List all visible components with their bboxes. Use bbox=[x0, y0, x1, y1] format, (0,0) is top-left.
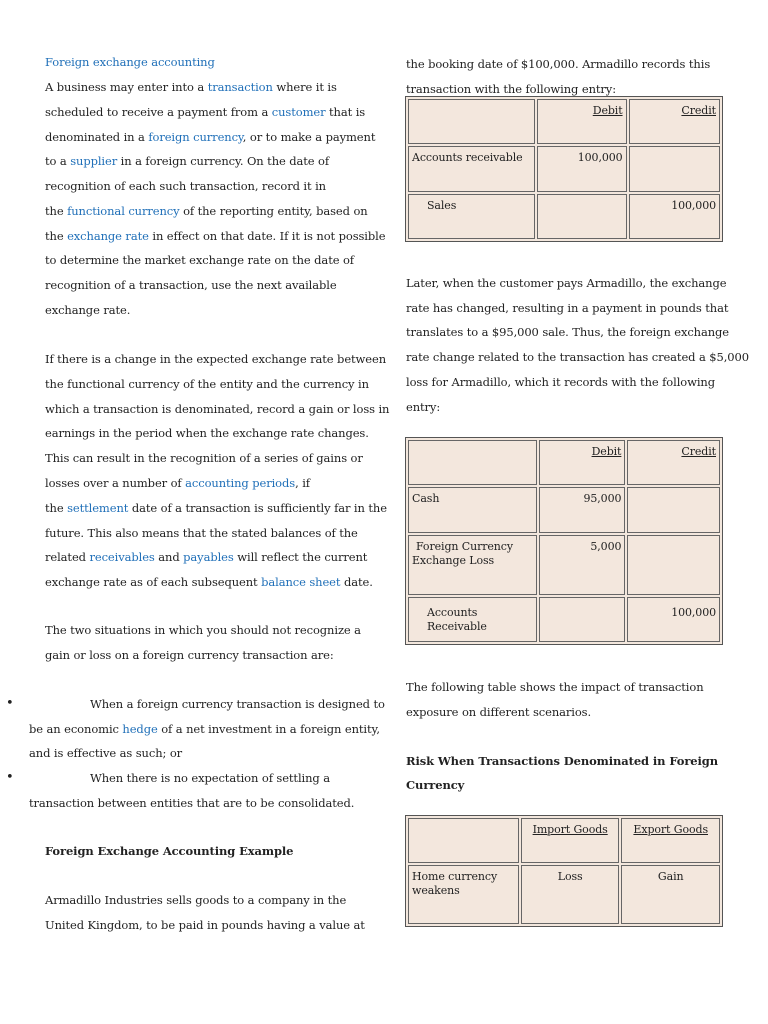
bullet-2-line: When there is no expectation of settling a bbox=[90, 771, 330, 785]
link-payables[interactable]: payables bbox=[183, 550, 234, 564]
link-hedge[interactable]: hedge bbox=[122, 722, 158, 736]
text: date of a transaction is sufficiently far in the bbox=[128, 501, 387, 515]
text: , if bbox=[295, 476, 310, 490]
text-line: recognition of each such transaction, record it in bbox=[45, 179, 326, 193]
text-line: Later, when the customer pays Armadillo, the exchange bbox=[406, 276, 727, 290]
debit-amount: 100,000 bbox=[537, 146, 626, 191]
account-label bbox=[408, 535, 537, 595]
text: exchange rate as of each subsequent bbox=[45, 575, 262, 589]
text-line: future. This also means that the stated balances of the bbox=[45, 526, 358, 540]
table-cell bbox=[537, 194, 626, 239]
text-line: to determine the market exchange rate on the date of bbox=[45, 253, 354, 267]
text-line: rate has changed, resulting in a payment in pounds that bbox=[406, 301, 729, 315]
link-accounting-periods[interactable]: accounting periods bbox=[185, 476, 296, 490]
debit-header: Debit bbox=[539, 440, 626, 485]
text: of a net investment in a foreign entity, bbox=[157, 722, 380, 736]
bullet-icon: • bbox=[6, 696, 14, 711]
credit-amount: 100,000 bbox=[627, 597, 720, 642]
debit-amount: 95,000 bbox=[539, 487, 626, 532]
text-line: Armadillo Industries sells goods to a company in the bbox=[45, 893, 347, 907]
bullet-1-line: and is effective as such; or bbox=[29, 746, 183, 760]
example-heading: Foreign Exchange Accounting Example bbox=[45, 844, 294, 858]
text-line: earnings in the period when the exchange rate changes. bbox=[45, 426, 369, 440]
text-line: loss for Armadillo, which it records with the following bbox=[406, 375, 715, 389]
text: , or to make a payment bbox=[242, 130, 376, 144]
table-cell bbox=[539, 597, 626, 642]
text-line: If there is a change in the expected exchange rate between bbox=[45, 352, 387, 366]
journal-entry-table-2 bbox=[405, 437, 723, 645]
text: denominated in a bbox=[45, 130, 149, 144]
text: in effect on that date. If it is not possible bbox=[148, 229, 386, 243]
table-cell bbox=[627, 535, 720, 595]
text: scheduled to receive a payment from a bbox=[45, 105, 272, 119]
table-cell bbox=[408, 818, 519, 863]
export-impact: Gain bbox=[621, 865, 720, 924]
table-cell bbox=[629, 146, 720, 191]
link-customer[interactable]: customer bbox=[271, 105, 326, 119]
bullet-2-line: transaction between entities that are to be consolidated. bbox=[29, 796, 355, 810]
text: in a foreign currency. On the date of bbox=[117, 154, 330, 168]
link-transaction[interactable]: transaction bbox=[207, 80, 273, 94]
text: losses over a number of bbox=[45, 476, 186, 490]
link-settlement[interactable]: settlement bbox=[67, 501, 129, 515]
account-label: Cash bbox=[408, 487, 537, 532]
text: be an economic bbox=[29, 722, 123, 736]
text: that is bbox=[325, 105, 366, 119]
import-goods-header: Import Goods bbox=[521, 818, 620, 863]
text-line: transaction with the following entry: bbox=[406, 82, 616, 96]
import-impact: Loss bbox=[521, 865, 620, 924]
credit-amount: 100,000 bbox=[629, 194, 720, 239]
text: to a bbox=[45, 154, 71, 168]
text-line: This can result in the recognition of a series of gains or bbox=[45, 451, 363, 465]
link-foreign-currency[interactable]: foreign currency bbox=[148, 130, 243, 144]
bullet-icon: • bbox=[6, 770, 14, 785]
table-cell bbox=[408, 99, 535, 144]
link-exchange-rate[interactable]: exchange rate bbox=[67, 229, 149, 243]
table-cell bbox=[408, 440, 537, 485]
label-line: Home currency bbox=[412, 869, 498, 883]
text: where it is bbox=[272, 80, 337, 94]
text: and bbox=[154, 550, 184, 564]
debit-header: Debit bbox=[537, 99, 626, 144]
link-functional-currency[interactable]: functional currency bbox=[67, 204, 180, 218]
text-line: United Kingdom, to be paid in pounds having a value at bbox=[45, 918, 365, 932]
text: the bbox=[45, 204, 68, 218]
text-line: entry: bbox=[406, 400, 441, 414]
text-line: which a transaction is denominated, record a gain or loss in bbox=[45, 402, 390, 416]
link-supplier[interactable]: supplier bbox=[70, 154, 118, 168]
label-line: Foreign Currency bbox=[416, 539, 513, 553]
text-line: exchange rate. bbox=[45, 303, 131, 317]
text-line: the functional currency of the entity and the currency in bbox=[45, 377, 369, 391]
text: related bbox=[45, 550, 90, 564]
credit-header: Credit bbox=[629, 99, 720, 144]
account-label: Sales bbox=[408, 194, 535, 239]
journal-entry-table-1 bbox=[405, 96, 723, 242]
account-label: Accounts Receivable bbox=[408, 597, 537, 642]
export-goods-header: Export Goods bbox=[621, 818, 720, 863]
credit-header: Credit bbox=[627, 440, 720, 485]
text: the bbox=[45, 229, 68, 243]
text-line: gain or loss on a foreign currency transaction are: bbox=[45, 648, 334, 662]
scenario-label bbox=[408, 865, 519, 924]
section-heading-link[interactable]: Foreign exchange accounting bbox=[45, 55, 215, 69]
heading-line: Risk When Transactions Denominated in Foreign bbox=[406, 754, 718, 768]
text-line: the booking date of $100,000. Armadillo records this bbox=[406, 57, 711, 71]
heading-line: Currency bbox=[406, 778, 465, 792]
debit-amount: 5,000 bbox=[539, 535, 626, 595]
account-label: Accounts receivable bbox=[408, 146, 535, 191]
text-line: translates to a $95,000 sale. Thus, the foreign exchange bbox=[406, 325, 730, 339]
label-line: weakens bbox=[412, 883, 460, 897]
text-line: The two situations in which you should not recognize a bbox=[45, 623, 361, 637]
text: the bbox=[45, 501, 68, 515]
label-line: Exchange Loss bbox=[412, 553, 495, 567]
text: A business may enter into a bbox=[45, 80, 208, 94]
text-line: rate change related to the transaction has created a $5,000 bbox=[406, 350, 749, 364]
text-line: The following table shows the impact of transaction bbox=[406, 680, 704, 694]
link-receivables[interactable]: receivables bbox=[89, 550, 155, 564]
bullet-1-line: When a foreign currency transaction is designed to bbox=[90, 697, 385, 711]
table-cell bbox=[627, 487, 720, 532]
text: date. bbox=[340, 575, 373, 589]
link-balance-sheet[interactable]: balance sheet bbox=[261, 575, 341, 589]
text-line: recognition of a transaction, use the next available bbox=[45, 278, 337, 292]
risk-table bbox=[405, 815, 723, 927]
text: of the reporting entity, based on bbox=[179, 204, 368, 218]
text-line: exposure on different scenarios. bbox=[406, 705, 592, 719]
text: will reflect the current bbox=[233, 550, 368, 564]
